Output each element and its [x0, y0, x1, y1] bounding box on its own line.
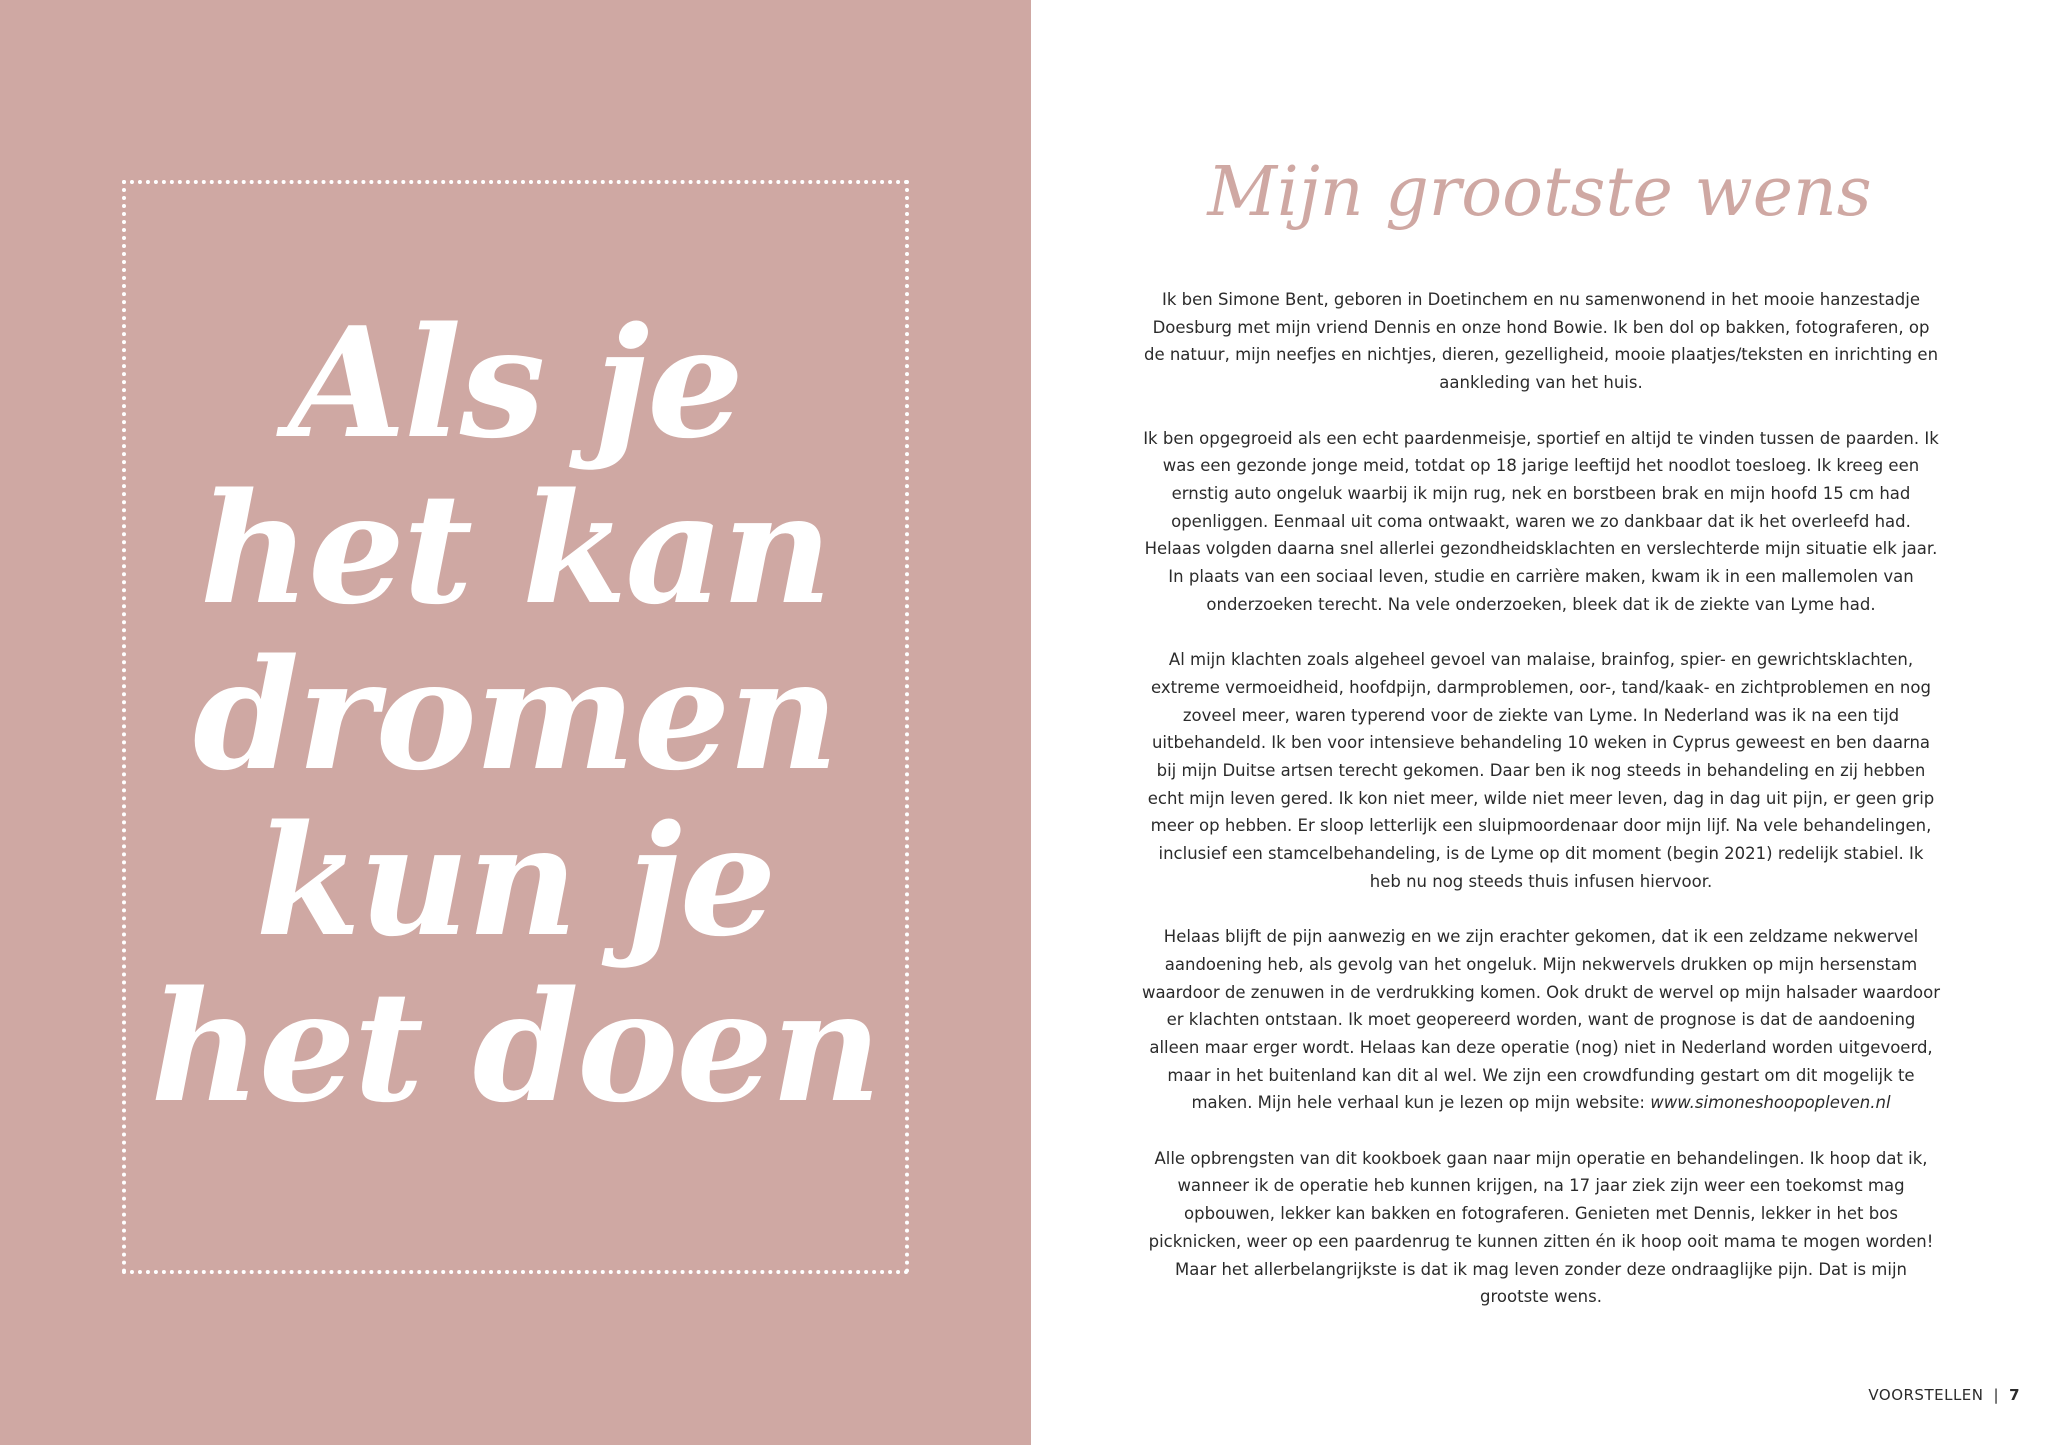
footer-separator: |	[1993, 1386, 2000, 1404]
body-text	[1141, 286, 1941, 1339]
quote-line-2: het kan	[199, 459, 831, 638]
website-link[interactable]: www.simoneshoopopleven.nl	[1650, 1093, 1891, 1113]
page-title: Mijn grootste wens	[1207, 153, 1872, 232]
quote-line-1: Als je	[288, 293, 742, 472]
paragraph-5: Alle opbrengsten van dit kookboek gaan naar mijn operatie en behandelingen. Ik hoop dat ik, wanneer ik de operatie heb kunnen krijgen, na 17 jaar ziek zijn weer een toekomst mag opbouwen, lekker kan bakken en fotograferen. Genieten met Dennis, lekker in het bos picknicken, weer op een paardenrug te kunnen zitten én ik hoop ooit mama te mogen worden! Maar het allerbelangrijkste is dat ik mag leven zonder deze ondraaglijke pijn. Dat is mijn grootste wens.	[1148, 1148, 1934, 1307]
footer-section: VOORSTELLEN	[1868, 1386, 1984, 1404]
quote-line-4: kun je	[255, 791, 775, 970]
paragraph-4-text: Helaas blijft de pijn aanwezig en we zijn erachter gekomen, dat ik een zeldzame nekwervel aandoening heb, als gevolg van het ongeluk. Mijn nekwervels drukken op mijn hersenstam waardoor de zenuwen in de verdrukking komen. Ook drukt de wervel op mijn halsader waardoor er klachten ontstaan. Ik moet geopereerd worden, want de prognose is dat de aandoening alleen maar erger wordt. Helaas kan deze operatie (nog) niet in Nederland worden uitgevoerd, maar in het buitenland kan dit al wel. We zijn een crowdfunding gestart om dit mogelijk te maken. Mijn hele verhaal kun je lezen op mijn website:	[1141, 927, 1941, 1113]
quote-line-5: het doen	[150, 957, 880, 1136]
page-number: 7	[2009, 1386, 2020, 1404]
paragraph-4	[1141, 923, 1941, 1117]
quote-line-3: dromen	[193, 625, 837, 804]
right-page	[1031, 0, 2048, 1445]
paragraph-3: Al mijn klachten zoals algeheel gevoel van malaise, brainfog, spier- en gewrichtsklachten, extreme vermoeidheid, hoofdpijn, darmproblemen, oor-, tand/kaak- en zichtproblemen en nog zoveel meer, waren typerend voor de ziekte van Lyme. In Nederland was ik na een tijd uitbehandeld. Ik ben voor intensieve behandeling 10 weken in Cyprus geweest en ben daarna bij mijn Duitse artsen terecht gekomen. Daar ben ik nog steeds in behandeling en zij hebben echt mijn leven gered. Ik kon niet meer, wilde niet meer leven, dag in dag uit pijn, er geen grip meer op hebben. Er sloop letterlijk een sluipmoordenaar door mijn lijf. Na vele behandelingen, inclusief een stamcelbehandeling, is de Lyme op dit moment (begin 2021) redelijk stabiel. Ik heb nu nog steeds thuis infusen hiervoor.	[1147, 650, 1935, 891]
paragraph-2: Ik ben opgegroeid als een echt paardenmeisje, sportief en altijd te vinden tussen de paarden. Ik was een gezonde jonge meid, totdat op 18 jarige leeftijd het noodlot toesloeg. Ik kreeg een ernstig auto ongeluk waarbij ik mijn rug, nek en borstbeen brak en mijn hoofd 15 cm had openliggen. Eenmaal uit coma ontwaakt, waren we zo dankbaar dat ik het overleefd had. Helaas volgden daarna snel allerlei gezondheidsklachten en verslechterde mijn situatie elk jaar. In plaats van een sociaal leven, studie en carrière maken, kwam ik in een mallemolen van onderzoeken terecht. Na vele onderzoeken, bleek dat ik de ziekte van Lyme had.	[1143, 428, 1939, 614]
paragraph-1: Ik ben Simone Bent, geboren in Doetinchem en nu samenwonend in het mooie hanzestadje Doesburg met mijn vriend Dennis en onze hond Bowie. Ik ben dol op bakken, fotograferen, op de natuur, mijn neefjes en nichtjes, dieren, gezelligheid, mooie plaatjes/teksten en inrichting en aankleding van het huis.	[1143, 290, 1939, 393]
page-footer	[1868, 1386, 2020, 1404]
quote	[150, 293, 880, 1136]
